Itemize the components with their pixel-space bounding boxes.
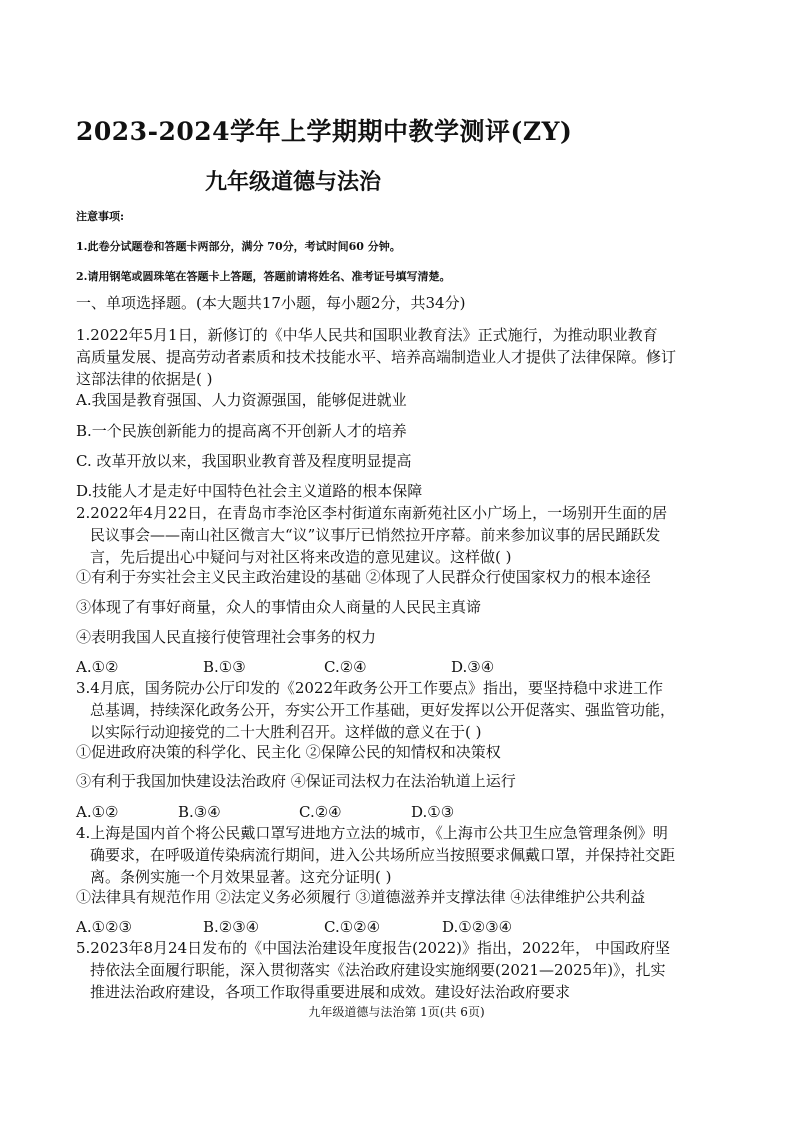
q4-stem-line-1: 4.上海是国内首个将公民戴口罩写进地方立法的城市，《上海市公共卫生应急管理条例》明: [76, 824, 668, 842]
q3-statement-1: ①促进政府决策的科学化、民主化 ②保障公民的知情权和决策权: [76, 743, 501, 761]
q1-option-d: D.技能人才是走好中国特色社会主义道路的根本保障: [76, 482, 423, 500]
q5-stem-line-2: 持依法全面履行职能，深入贯彻落实《法治政府建设实施纲要(2021—2025年)》，扎实: [90, 961, 666, 979]
q5-stem-line-3: 推进法治政府建设，各项工作取得重要进展和成效。建设好法治政府要求: [90, 983, 571, 1001]
q3-choices: [76, 801, 454, 823]
q4-stem-line-2: 确要求，在呼吸道传染病流行期间，进入公共场所应当按照要求佩戴口罩，并保持社交距: [90, 846, 676, 864]
q2-stem-line-1: 2.2022年4月22日，在青岛市李沧区李村街道东南新苑社区小广场上，一场别开生面的居: [76, 504, 668, 522]
section-heading: 一、单项选择题。(本大题共17小题，每小题2分，共34分): [76, 294, 466, 312]
q1-stem-line-1: 1.2022年5月1日，新修订的《中华人民共和国职业教育法》正式施行，为推动职业教育: [76, 326, 658, 344]
q2-stem-line-2: 民议事会——南山社区微言大“议”议事厅已悄然拉开序幕。前来参加议事的居民踊跃发: [90, 526, 661, 544]
q1-stem-line-3: 这部法律的依据是( ): [76, 370, 213, 388]
q3-choice-d: D.①③: [411, 803, 455, 821]
q4-choice-b: B.②③④: [203, 918, 260, 936]
q2-choice-b: B.①③: [203, 658, 246, 676]
q2-choices: [76, 656, 494, 678]
q2-choice-c: C.②④: [324, 658, 367, 676]
q4-choice-d: D.①②③④: [442, 918, 513, 936]
q3-stem-line-2: 总基调，持续深化政务公开，夯实公开工作基础，更好发挥以公开促落实、强监管功能，: [90, 701, 676, 719]
note-item-2: 2.请用钢笔或圆珠笔在答题卡上答题，答题前请将姓名、准考证号填写清楚。: [76, 270, 451, 283]
q3-statement-2: ③有利于我国加快建设法治政府 ④保证司法权力在法治轨道上运行: [76, 772, 516, 790]
q2-choice-d: D.③④: [451, 658, 495, 676]
q5-stem-line-1: 5.2023年8月24日发布的《中国法治建设年度报告(2022)》指出，2022年， 中国政府坚: [76, 939, 670, 957]
q3-choice-c: C.②④: [299, 803, 342, 821]
q2-statement-3: ④表明我国人民直接行使管理社会事务的权力: [76, 628, 377, 646]
notes-heading: 注意事项:: [76, 210, 125, 223]
q3-stem-line-1: 3.4月底，国务院办公厅印发的《2022年政务公开工作要点》指出，要坚持稳中求进工作: [76, 679, 664, 697]
q4-choice-a: A.①②③: [76, 918, 132, 936]
q2-statement-2: ③体现了有事好商量，众人的事情由众人商量的人民民主真谛: [76, 598, 482, 616]
exam-title: 2023-2024学年上学期期中教学测评(ZY): [76, 117, 573, 146]
page-footer: 九年级道德与法治第 1页(共 6页): [308, 1005, 485, 1019]
q2-choice-a: A.①②: [76, 658, 119, 676]
q4-statement-1: ①法律具有规范作用 ②法定义务必须履行 ③道德滋养并支撑法律 ④法律维护公共利益: [76, 888, 646, 906]
q2-statement-1: ①有利于夯实社会主义民主政治建设的基础 ②体现了人民群众行使国家权力的根本途径: [76, 568, 651, 586]
q1-stem-line-2: 高质量发展、提高劳动者素质和技术技能水平、培养高端制造业人才提供了法律保障。修订: [76, 348, 677, 366]
q1-option-c: C. 改革开放以来，我国职业教育普及程度明显提高: [76, 452, 412, 470]
q1-option-b: B.一个民族创新能力的提高离不开创新人才的培养: [76, 422, 407, 440]
q3-choice-b: B.③④: [178, 803, 221, 821]
q3-choice-a: A.①②: [76, 803, 119, 821]
q4-choices: [76, 916, 512, 938]
q1-option-a: A.我国是教育强国、人力资源强国，能够促进就业: [76, 391, 407, 409]
q3-stem-line-3: 以实际行动迎接党的二十大胜利召开。这样做的意义在于( ): [90, 723, 482, 741]
q4-choice-c: C.①②④: [324, 918, 381, 936]
q2-stem-line-3: 言，先后提出心中疑问与对社区将来改造的意见建议。这样做( ): [90, 548, 512, 566]
q4-stem-line-3: 离。条例实施一个月效果显著。这充分证明( ): [90, 868, 392, 886]
exam-subtitle: 九年级道德与法治: [205, 169, 382, 195]
note-item-1: 1.此卷分试题卷和答题卡两部分，满分 70分，考试时间60 分钟。: [76, 240, 401, 253]
